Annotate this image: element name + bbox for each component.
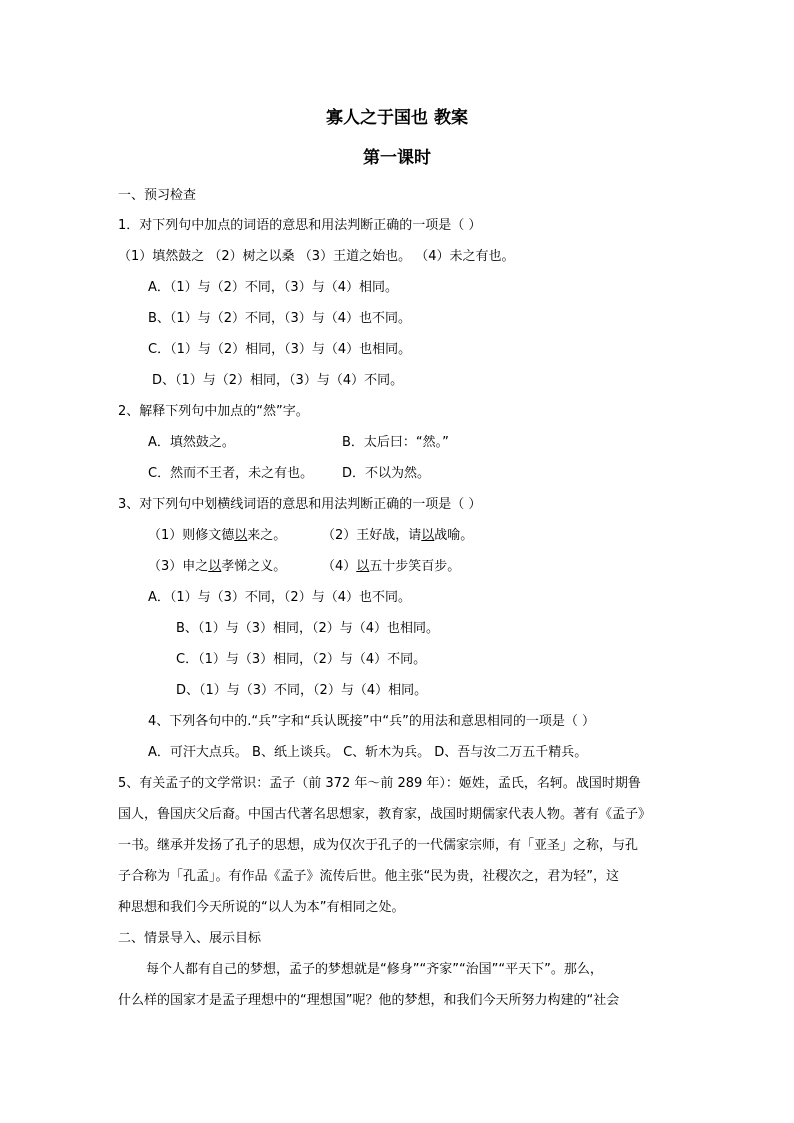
intro-paragraph-line-1: 每个人都有自己的梦想，孟子的梦想就是“修身”“齐家”“治国”“平天下”。那么， <box>146 962 603 977</box>
section-heading-preview-check: 一、预习检查 <box>118 188 197 203</box>
q4-stem: 4、下列各句中的.“兵”字和“兵认既接”中“兵”的用法和意思相同的一项是（ ） <box>148 714 595 729</box>
q3-option-d: D、（1）与（3）不同，（2）与（4）相同。 <box>176 683 428 698</box>
q3-stem: 3、对下列句中划横线词语的意思和用法判断正确的一项是（ ） <box>118 497 482 512</box>
document-title: 寡人之于国也 教案 <box>326 108 468 128</box>
underlined-word: 以 <box>356 559 370 574</box>
q2-option-c: C．然而不王者，未之有也。 <box>148 466 314 481</box>
q3-option-b: B、（1）与（3）相同，（2）与（4）也相同。 <box>176 621 440 636</box>
q3-option-a: A．（1）与（3）不同，（2）与（4）也不同。 <box>148 590 411 605</box>
q2-stem: 2、解释下列句中加点的“然”字。 <box>118 404 309 419</box>
q5-line-2: 国人，鲁国庆父后裔。中国古代著名思想家，教育家，战国时期儒家代表人物。著有《孟子》 <box>118 807 652 822</box>
q3-item-1: （1）则修文德以来之。 <box>148 528 287 543</box>
q2-option-d: D．不以为然。 <box>342 466 431 481</box>
q3-item-4: （4）以五十步笑百步。 <box>322 559 461 574</box>
q1-option-d: D、（1）与（2）相同，（3）与（4）不同。 <box>152 373 404 388</box>
q3-item-3: （3）申之以孝悌之义。 <box>148 559 287 574</box>
q5-line-5: 种思想和我们今天所说的“以人为本”有相同之处。 <box>118 900 405 915</box>
q2-option-a: A．填然鼓之。 <box>148 435 235 450</box>
q5-line-4: 子合称为「孔孟」。有作品《孟子》流传后世。他主张“民为贵，社稷次之，君为轻”，这 <box>118 869 619 884</box>
q1-option-a: A．（1）与（2）不同，（3）与（4）相同。 <box>148 280 398 295</box>
intro-paragraph-line-2: 什么样的国家才是孟子理想中的“理想国”呢？他的梦想，和我们今天所努力构建的“社会 <box>118 993 620 1008</box>
underlined-word: 以 <box>234 528 248 543</box>
underlined-word: 以 <box>208 559 222 574</box>
lesson-subtitle: 第一课时 <box>363 148 431 168</box>
q5-line-1: 5、有关孟子的文学常识：孟子（前 372 年～前 289 年）：姬姓，孟氏，名轲。战国时期鲁 <box>118 776 641 791</box>
q1-items: （1）填然鼓之 （2）树之以桑 （3）王道之始也。 （4）未之有也。 <box>118 249 515 264</box>
q1-stem: 1．对下列句中加点的词语的意思和用法判断正确的一项是（ ） <box>118 218 482 233</box>
q3-option-c: C．（1）与（3）相同，（2）与（4）不同。 <box>176 652 427 667</box>
section-heading-scenario: 二、情景导入、展示目标 <box>118 931 262 946</box>
q4-options: A．可汗大点兵。 B、纸上谈兵。 C、斩木为兵。 D、吾与汝二万五千精兵。 <box>148 745 588 760</box>
q1-option-c: C．（1）与（2）相同，（3）与（4）也相同。 <box>148 342 412 357</box>
q1-option-b: B、（1）与（2）不同，（3）与（4）也不同。 <box>148 311 412 326</box>
q2-option-b: B．太后曰：“然。” <box>342 435 449 450</box>
underlined-word: 以 <box>421 528 435 543</box>
q5-line-3: 一书。继承并发扬了孔子的思想，成为仅次于孔子的一代儒家宗师，有「亚圣」之称，与孔 <box>118 838 639 853</box>
q3-item-2: （2）王好战，请以战喻。 <box>322 528 474 543</box>
